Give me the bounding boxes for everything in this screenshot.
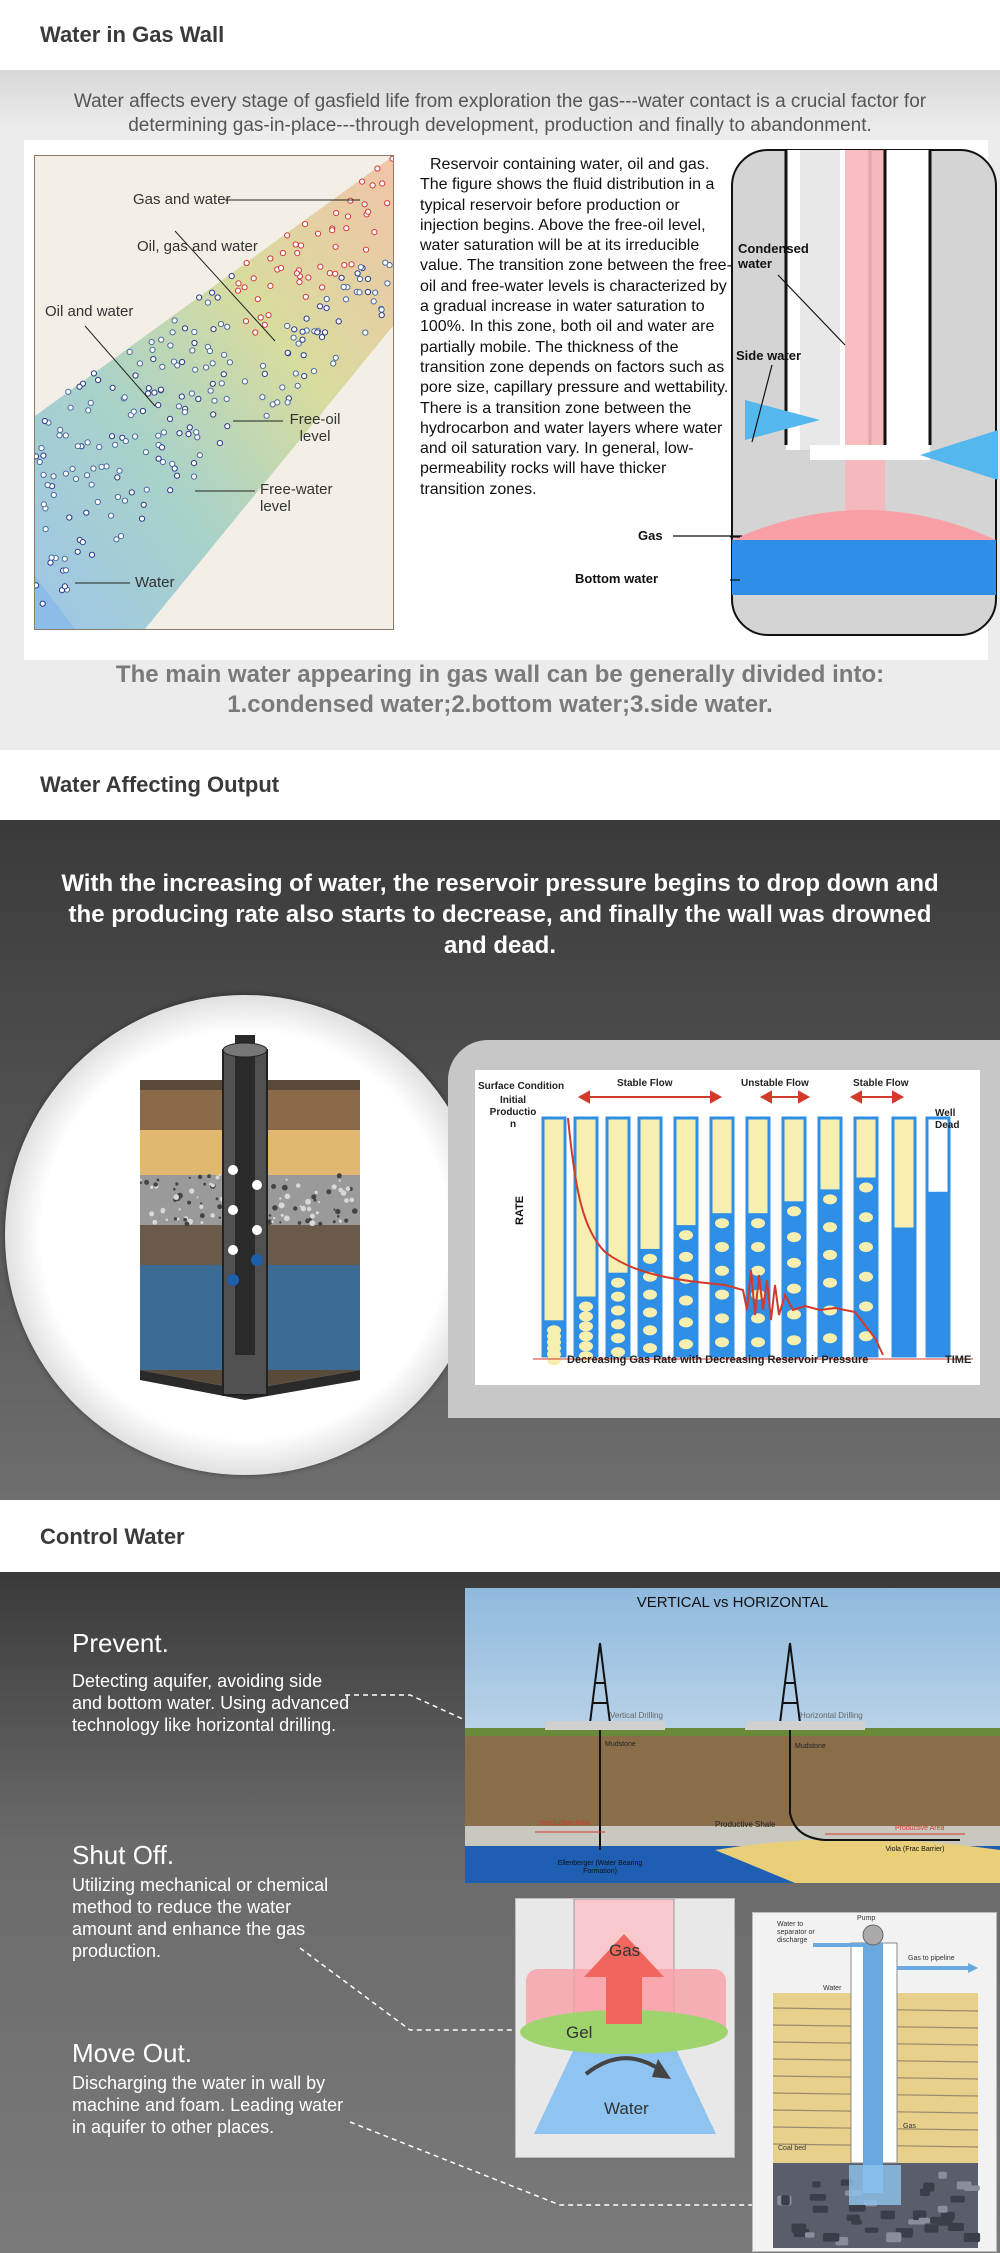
gel-figure-water-label: Water [604,2099,649,2118]
gel-shut-off-figure [515,1898,735,2158]
productive-shale-label: Productive Shale [715,1820,776,1829]
drilling-cross-section [465,1588,1000,1883]
gas-to-pipeline-label: Gas to pipeline [908,1955,955,1962]
section-header-water-affecting-output [0,750,1000,820]
section2-intro: With the increasing of water, the reservoir pressure begins to drop down and the producing rate also starts to decrease, and finally the wall was drowned and dead. [61,870,939,959]
pumping-well-illustration [753,1913,996,2251]
productive-area-label-1: Productive Area [540,1820,590,1827]
label-oil-gas-and-water: Oil, gas and water [137,238,258,255]
fluid-distribution-figure [34,155,394,630]
vertical-drilling-label: Vertical Drilling [610,1711,663,1720]
prevent-text: Detecting aquifer, avoiding side and bottom water. Using advanced technology like horizontal drilling. [72,1671,350,1735]
wellbore-strata-illustration [5,995,485,1475]
section-header-water-in-gas-wall [0,0,1000,70]
horizontal-drilling-label: Horizontal Drilling [800,1711,863,1720]
rate-axis-label: RATE [514,1195,526,1225]
label-free-water-level: Free-water level [260,481,333,515]
section-header-control-water [0,1502,1000,1572]
initial-production-label: Initial Productio n [489,1095,537,1130]
move-out-title: Move Out. [72,2038,192,2068]
water-types-summary: The main water appearing in gas wall can be generally divided into: 1.condensed water;2.bottom water;3.side water. [115,661,885,718]
wellbore-cross-section-circle [5,995,485,1475]
section1-intro: Water affects every stage of gasfield life from exploration the gas---water contact is a crucial factor for determining gas-in-place---through development, production and finally to abandonment. [73,91,927,136]
well-dead-label: Well Dead [935,1108,960,1131]
stable-flow-label-1: Stable Flow [617,1078,673,1089]
well-label-leaders [670,528,750,578]
reservoir-description: Reservoir containing water, oil and gas. The figure shows the fluid distribution in a typical reservoir before production or injection begins. Above the free-oil level, water saturation will be at its irreducible value. The transition zone between the free-oil and free-water levels is characterized by a gradual increase in water saturation to 100%. In this zone, both oil and water are partially mobile. The thickness of the transition zone depends on factors such as pore size, capillary pressure and wettability. There is a transition zone between the hydrocarbon and water layers where water and oil saturation vary. In general, low-permeability rocks will have thicker transition zones. [420,156,732,498]
section-title: Control Water [40,1524,185,1549]
ellenberger-label: Ellenberger (Water Bearing Formation) [557,1860,643,1875]
mudstone-label-2: Mudstone [795,1743,826,1750]
section-title: Water in Gas Wall [40,22,225,47]
fluid-distribution-illustration [35,156,393,629]
label-side-water: Side water [736,348,802,363]
label-free-oil-level: Free-oil level [289,411,341,445]
pump-label: Pump [857,1915,876,1922]
stable-flow-label-2: Stable Flow [853,1078,909,1089]
productive-area-label-2: Productive Area [895,1825,945,1832]
prevent-title: Prevent. [72,1628,169,1658]
gel-figure-gas-label: Gas [609,1941,641,1960]
gas-well-water-figure [730,145,1000,640]
vh-figure-title: VERTICAL vs HORIZONTAL [636,1594,829,1611]
surface-condition-label: Surface Condition [478,1081,565,1092]
shut-off-text: Utilizing mechanical or chemical method to reduce the water amount and enhance the gas production. [72,1875,329,1961]
label-gas: Gas [638,528,663,543]
pump-figure-gas-label: Gas [903,2123,916,2130]
gel-figure-gel-label: Gel [566,2023,593,2042]
chart-caption: Decreasing Gas Rate with Decreasing Reservoir Pressure [567,1354,869,1366]
viola-label: Viola (Frac Barrier) [885,1846,945,1853]
coal-bed-label: Coal bed [778,2145,807,2152]
gas-rate-chart-svg [475,1070,980,1385]
label-condensed-water: Condensed water [738,241,809,271]
move-out-text: Discharging the water in wall by machine and foam. Leading water in aquifer to other places. [72,2073,344,2137]
label-bottom-water: Bottom water [575,571,659,586]
pump-figure-water-label: Water [823,1985,842,1992]
gas-well-illustration [730,145,1000,640]
section-title: Water Affecting Output [40,772,280,797]
label-water: Water [135,574,175,591]
unstable-flow-label: Unstable Flow [741,1078,809,1089]
vertical-vs-horizontal-figure [465,1588,1000,1883]
label-gas-and-water: Gas and water [133,191,231,208]
gas-rate-chart [475,1070,980,1385]
water-to-separator-label: Water to separator or discharge [777,1921,815,1944]
shut-off-title: Shut Off. [72,1840,175,1870]
water-pumping-figure [752,1912,997,2252]
label-oil-and-water: Oil and water [45,303,134,320]
flow-regime-tubes [543,1118,949,1365]
time-axis-label: TIME [945,1354,972,1366]
mudstone-label-1: Mudstone [605,1741,636,1748]
